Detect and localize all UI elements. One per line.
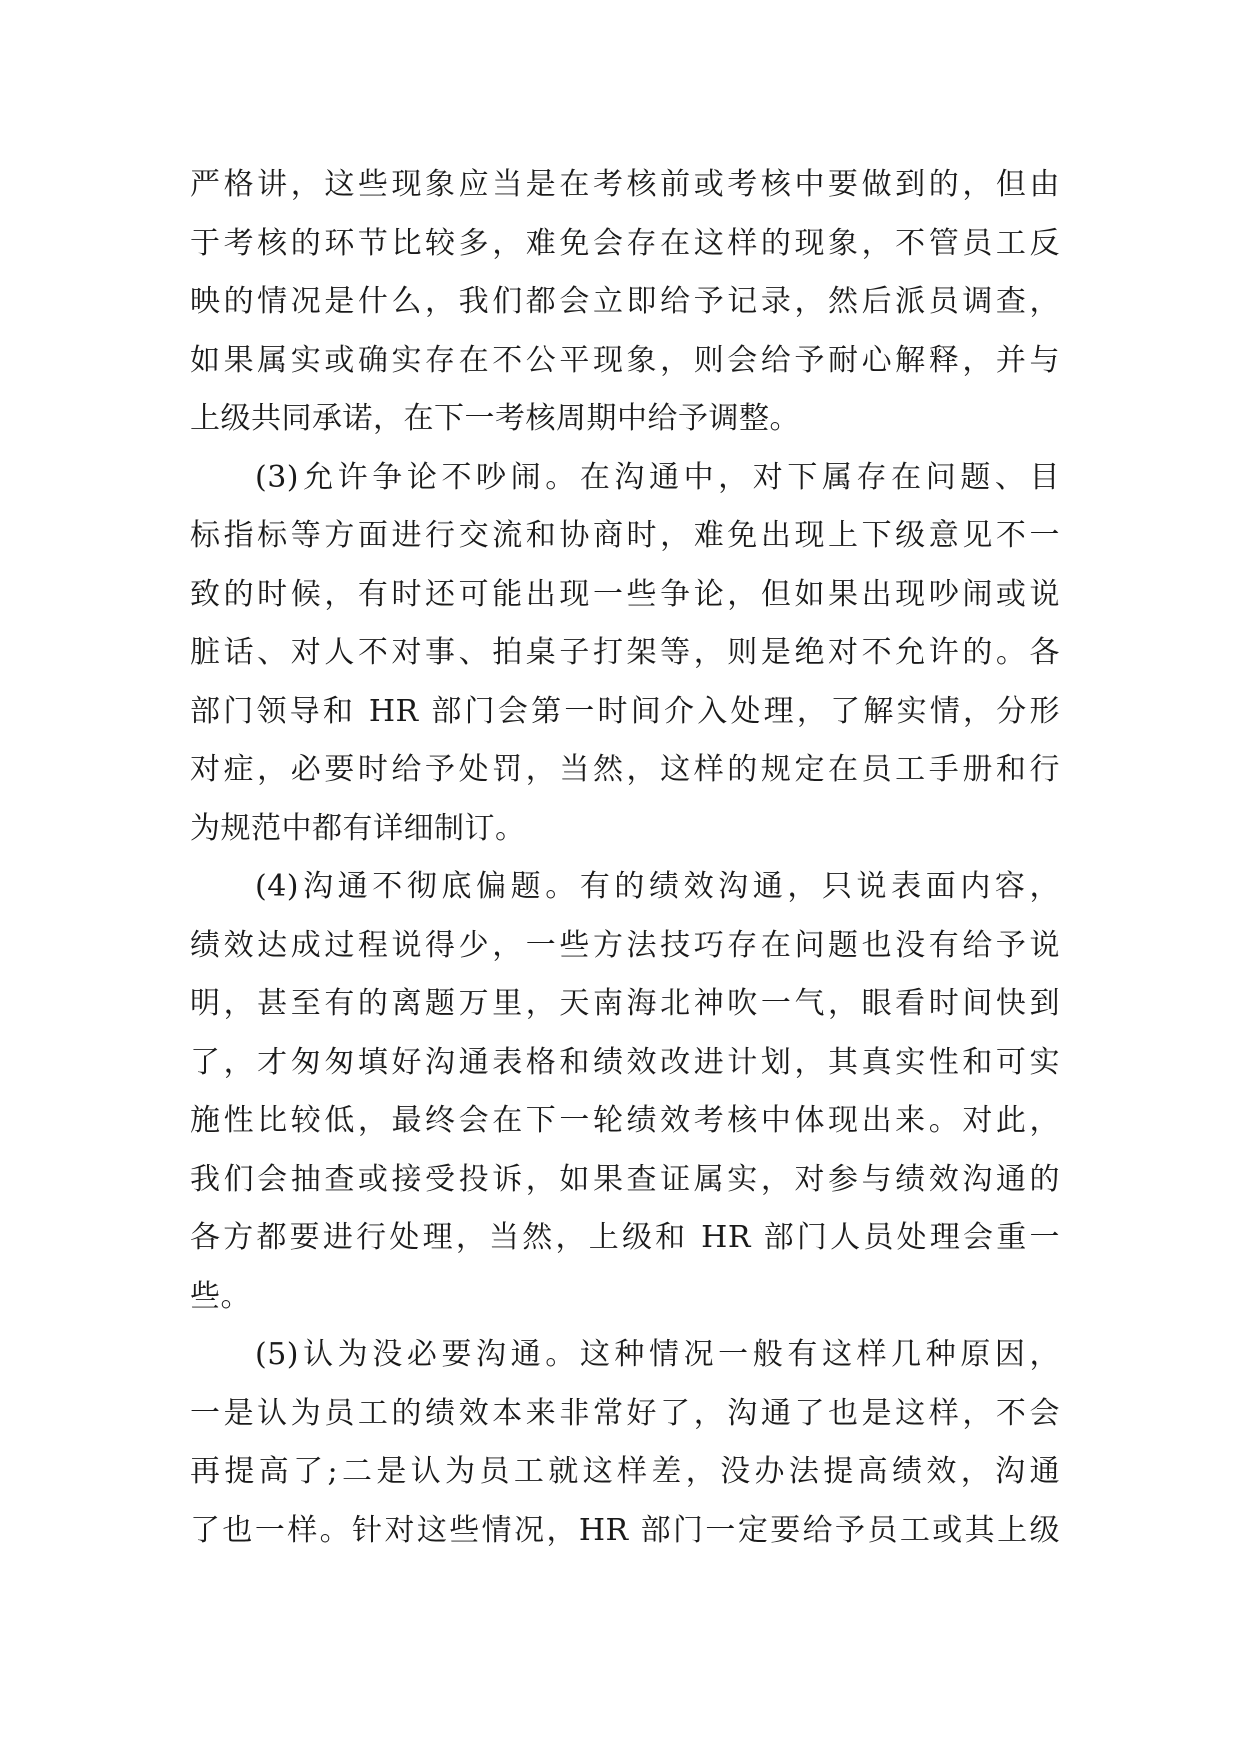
- text-line: 于考核的环节比较多，难免会存在这样的现象，不管员工反: [190, 225, 1060, 261]
- paragraph-4: [190, 858, 1060, 1326]
- text-line: (5)认为没必要沟通。这种情况一般有这样几种原因，: [255, 1337, 1060, 1372]
- text-line: 再提高了;二是认为员工就这样差，没办法提高绩效，沟通: [190, 1454, 1060, 1489]
- text-line: (4)沟通不彻底偏题。有的绩效沟通，只说表面内容，: [255, 869, 1060, 904]
- paragraph-3: [190, 449, 1060, 859]
- text-line: 为规范中都有详细制订。: [190, 810, 526, 846]
- text-line: 明，甚至有的离题万里，天南海北神吹一气，眼看时间快到: [190, 986, 1060, 1021]
- text-line: 如果属实或确实存在不公平现象，则会给予耐心解释，并与: [190, 342, 1060, 378]
- text-line: (3)允许争论不吵闹。在沟通中，对下属存在问题、目: [255, 459, 1060, 495]
- text-line: 一是认为员工的绩效本来非常好了，沟通了也是这样，不会: [190, 1395, 1060, 1431]
- text-line: 了也一样。针对这些情况，HR 部门一定要给予员工或其上级: [190, 1512, 1060, 1548]
- text-line: 了，才匆匆填好沟通表格和绩效改进计划，其真实性和可实: [190, 1044, 1060, 1080]
- text-line: 标指标等方面进行交流和协商时，难免出现上下级意见不一: [190, 518, 1060, 553]
- text-line: 脏话、对人不对事、拍桌子打架等，则是绝对不允许的。各: [190, 635, 1060, 670]
- text-line: 施性比较低，最终会在下一轮绩效考核中体现出来。对此，: [190, 1103, 1060, 1138]
- text-line: 映的情况是什么，我们都会立即给予记录，然后派员调查，: [190, 284, 1060, 319]
- text-line: 对症，必要时给予处罚，当然，这样的规定在员工手册和行: [190, 752, 1060, 787]
- body-text: [190, 156, 1060, 1560]
- text-line: 些。: [190, 1278, 251, 1314]
- text-line: 部门领导和 HR 部门会第一时间介入处理，了解实情，分形: [190, 693, 1060, 729]
- text-line: 致的时候，有时还可能出现一些争论，但如果出现吵闹或说: [190, 576, 1060, 612]
- text-line: 各方都要进行处理，当然，上级和 HR 部门人员处理会重一: [190, 1220, 1060, 1255]
- paragraph-5: [190, 1326, 1060, 1560]
- text-line: 我们会抽查或接受投诉，如果查证属实，对参与绩效沟通的: [190, 1161, 1060, 1197]
- text-line: 严格讲，这些现象应当是在考核前或考核中要做到的，但由: [190, 167, 1060, 202]
- text-line: 上级共同承诺，在下一考核周期中给予调整。: [190, 401, 800, 436]
- paragraph-continued: [190, 156, 1060, 449]
- text-line: 绩效达成过程说得少，一些方法技巧存在问题也没有给予说: [190, 927, 1060, 963]
